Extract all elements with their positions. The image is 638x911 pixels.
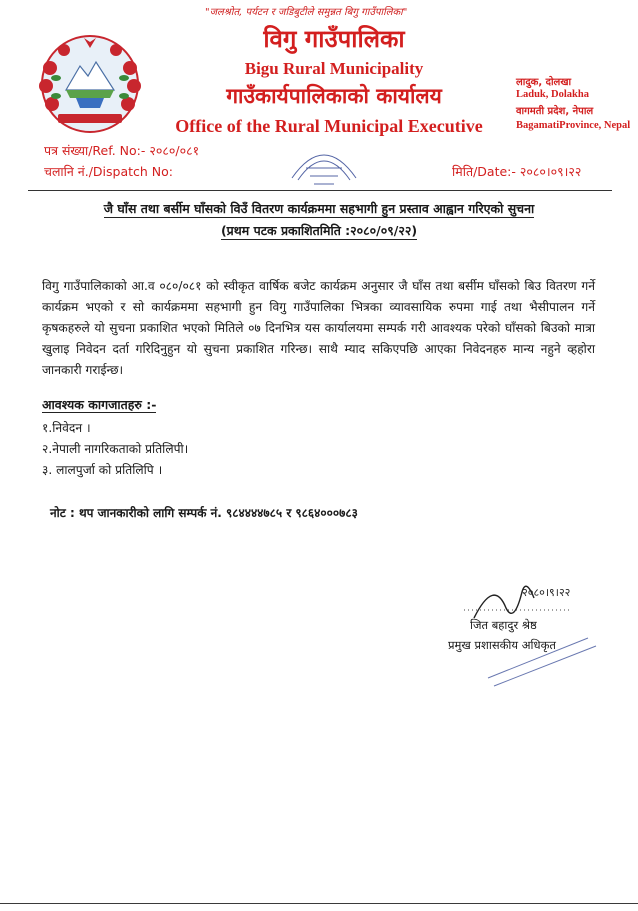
ref-label: पत्र संख्या/Ref. No:-: [44, 143, 146, 158]
signature-date: २०८०।९।२२: [522, 586, 571, 599]
signatory-title: प्रमुख प्रशासकीय अधिकृत: [448, 638, 556, 652]
dispatch-label: चलानि नं./Dispatch No:: [44, 164, 174, 179]
address-en-2: BagamatiProvince, Nepal: [516, 120, 631, 131]
municipality-name-np: विगु गाउँपालिका: [263, 25, 405, 53]
address-np-2: वागमती प्रदेश, नेपाल: [516, 106, 594, 117]
date-value: २०८०।०९।२२: [519, 164, 582, 179]
requirement-item: २.नेपाली नागरिकताको प्रतिलिपी।: [42, 442, 189, 456]
slogan: "जलश्रोत, पर्यटन र जडिबुटीले समुन्नत बिगु गाउँपालिका": [205, 7, 408, 18]
dispatch-number: [44, 163, 173, 180]
notice-subtitle: (प्रथम पटक प्रकाशितमिति :२०८०/०९/२२): [220, 223, 418, 238]
contact-note: नोट : थप जानकारीको लागि सम्पर्क नं. ९८४४४४७८५ र ९८६४०००७८३: [50, 506, 358, 520]
office-name-en: Office of the Rural Municipal Executive: [175, 116, 483, 136]
header-divider: [28, 190, 612, 191]
date: [452, 163, 581, 180]
requirements-heading: आवश्यक कागजातहरु :-: [42, 397, 157, 412]
reference-number: [44, 142, 199, 159]
notice-body: विगु गाउँपालिकाको आ.व ०८०/०८१ को स्वीकृत वार्षिक बजेट कार्यक्रम अनुसार जै घाँस तथा बर्सीम घाँसको बिउ वितरण गर्ने कार्यक्रम भएको र सो कार्यक्रममा सहभागी हुन विगु गाउँपालिका भित्रका व्यावसायिक रुपमा गाई तथा भैसीपालन गर्ने कृषकहरुले यो सुचना प्रकाशित भएको मितिले ०७ दिनभित्र यस कार्यालयमा सम्पर्क गरी आवश्यक परेको घाँसको बिउको मात्रा खुलाइ निवेदन दर्ता गरिदिनुहुन यो सुचना प्रकाशित गरिन्छ। साथै म्याद सकिएपछि आएका निवेदनहरु मान्य नहुने व्हहोरा जानकारी गराईन्छ।: [42, 279, 595, 377]
address-np-1: लादुक, दोलखा: [516, 77, 572, 88]
ref-value: २०८०/०८१: [149, 143, 200, 158]
signatory-name: जित बहादुर श्रेष्ठ: [470, 618, 537, 632]
office-name-np: गाउँकार्यपालिकाको कार्यालय: [226, 84, 442, 108]
requirement-item: ३. लालपुर्जा को प्रतिलिपि ।: [42, 463, 163, 477]
requirement-item: १.निवेदन ।: [42, 421, 91, 435]
office-stamp-icon: [286, 128, 362, 192]
notice-title: जै घाँस तथा बर्सीम घाँसको विउँ वितरण कार्यक्रममा सहभागी हुन प्रस्ताव आह्वान गरिएको सुचना: [103, 201, 535, 216]
address-en-1: Laduk, Dolakha: [516, 89, 589, 100]
date-label: मिति/Date:-: [452, 164, 516, 179]
municipality-name-en: Bigu Rural Municipality: [244, 59, 424, 78]
